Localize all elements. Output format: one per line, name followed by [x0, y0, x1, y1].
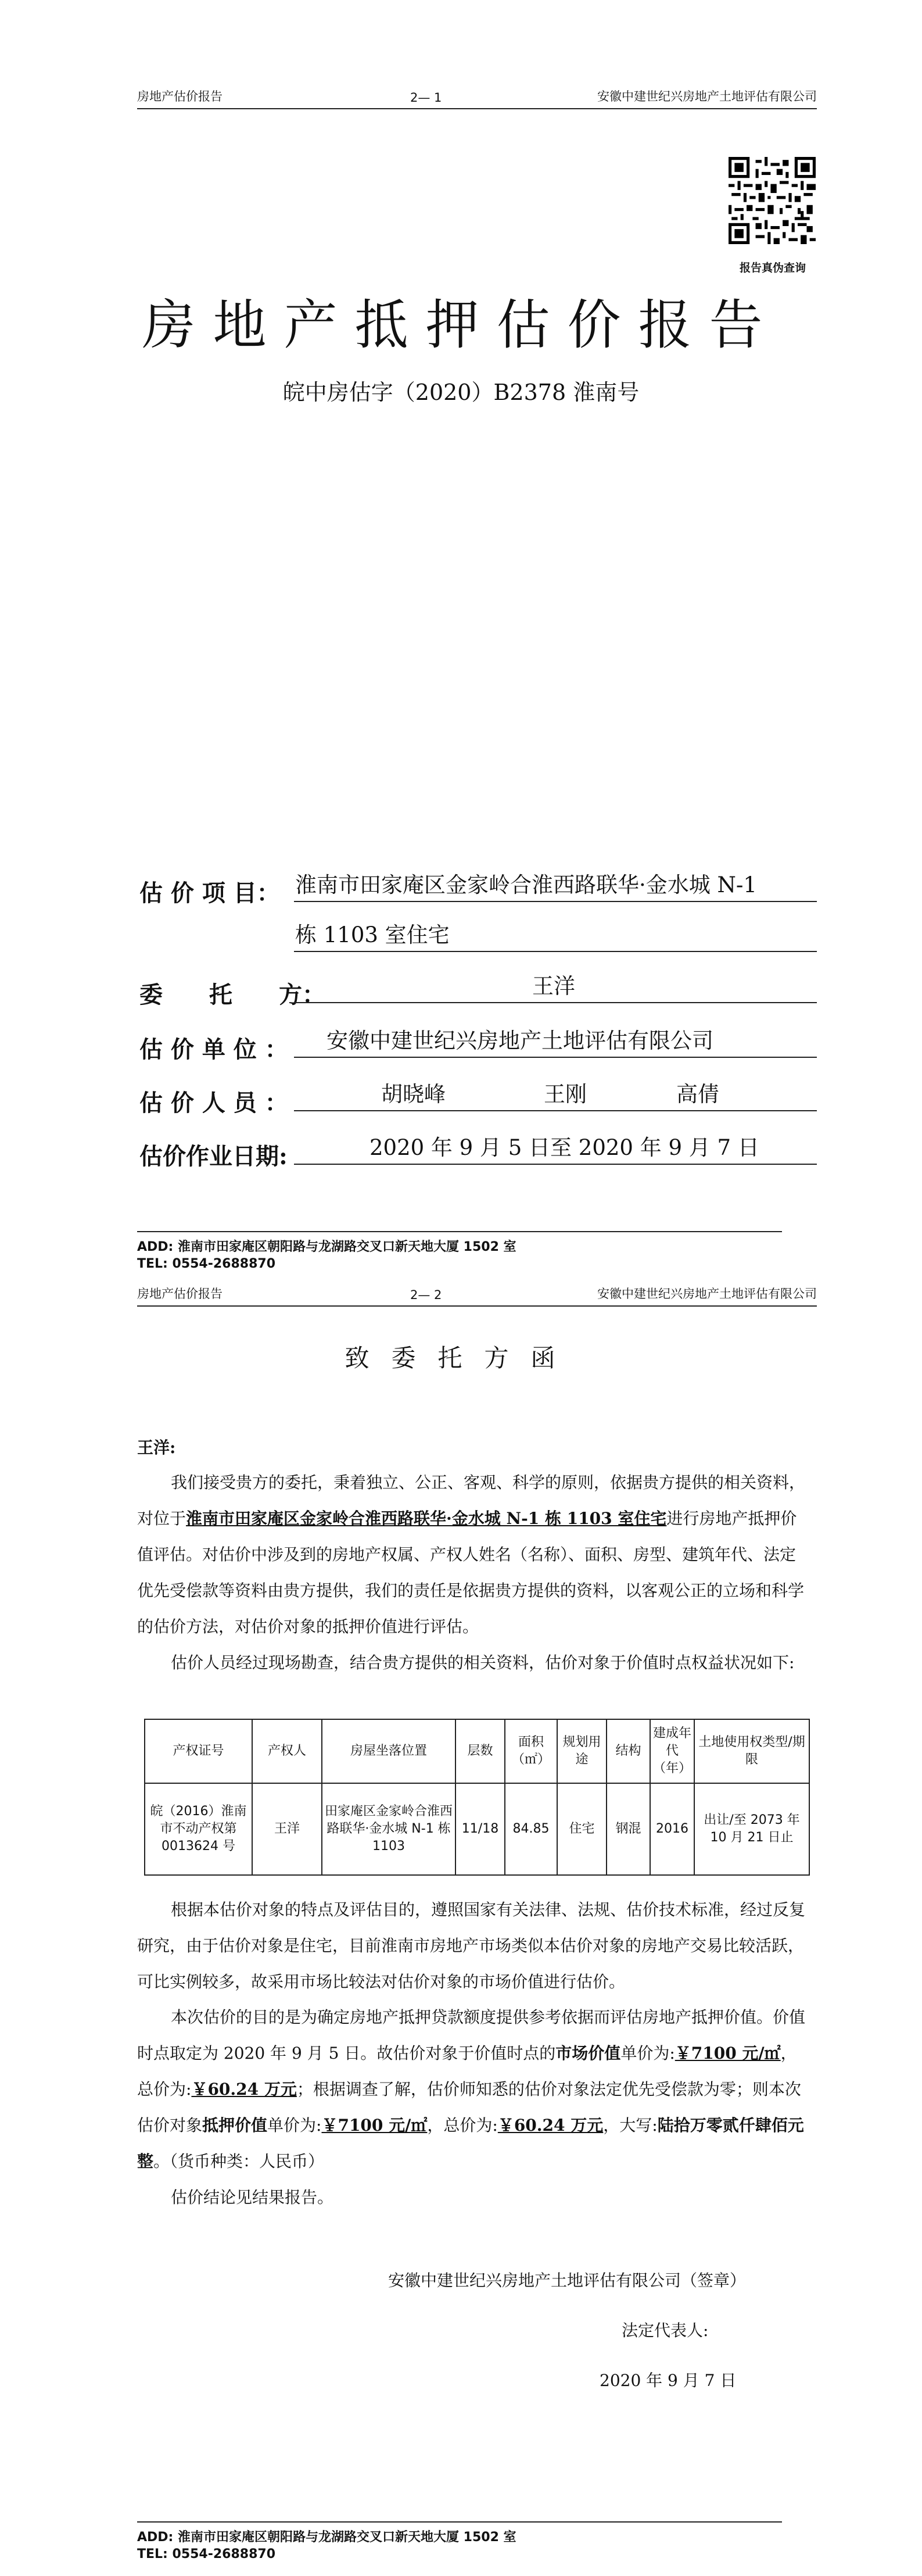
page-header: [137, 1285, 817, 1307]
th-year: 建成年代（年）: [650, 1719, 694, 1783]
th-location: 房屋坐落位置: [322, 1719, 455, 1783]
table-header-row: [145, 1719, 809, 1783]
greeting: 王洋:: [137, 1438, 176, 1457]
header-company: 安徽中建世纪兴房地产土地评估有限公司: [597, 90, 817, 103]
th-structure: 结构: [607, 1719, 650, 1783]
date-label: 估价作业日期:: [139, 1143, 288, 1170]
paragraph-4: [137, 1999, 811, 2180]
p1-property-address: 淮南市田家庵区金家岭合淮西路联华·金水城 N-1 栋 1103 室住宅: [186, 1509, 667, 1528]
report-title: 房地产抵押估价报告: [142, 294, 780, 356]
p4-text-e: 单价为:: [267, 2116, 322, 2135]
p3-text: 根据本估价对象的特点及评估目的，遵照国家有关法律、法规、估价技术标准，经过反复研究，由于估价对象是住宅，目前淮南市房地产市场类似本估价对象的房地产交易比较活跃，可比实例较多，故采用市场比较法对估价对象的市场价值进行估价。: [137, 1900, 806, 1991]
th-land-right: 土地使用权类型/期限: [694, 1719, 809, 1783]
header-page-number: 2— 2: [410, 1288, 442, 1302]
footer-tel: TEL: 0554-2688870: [137, 1257, 276, 1271]
mortgage-unit-price: ￥7100 元/㎡: [321, 2116, 428, 2135]
qr-caption: 报告真伪查询: [739, 262, 806, 274]
cell-usage: 住宅: [557, 1783, 607, 1875]
th-area: 面积（㎡）: [505, 1719, 557, 1783]
unit-line: [294, 1026, 817, 1058]
paragraph-5: [137, 2180, 811, 2216]
cell-structure: 钢混: [607, 1783, 650, 1875]
header-page-number: 2— 1: [410, 91, 442, 105]
th-owner: 产权人: [252, 1719, 322, 1783]
paragraph-2: [137, 1645, 811, 1681]
cell-owner: 王洋: [252, 1783, 322, 1875]
project-value-cont: 栋 1103 室住宅: [295, 922, 450, 947]
th-usage: 规划用途: [557, 1719, 607, 1783]
cell-area: 84.85: [505, 1783, 557, 1875]
project-value-line-1: [294, 871, 817, 902]
footer-divider: [137, 1231, 782, 1232]
client-label: 委 托 方：: [139, 981, 325, 1008]
unit-label: 估 价 单 位 ：: [139, 1036, 288, 1063]
p4-text-a: 本次估价的目的是为确定房地产抵押贷款额度提供参考依据而评估房地产抵押价值。价值时点取定为 2020 年 9 月 5 日。故估价对象于价值时点的: [137, 2008, 806, 2063]
p2-text: 估价人员经过现场勘查，结合贵方提供的相关资料，估价对象于价值时点权益状况如下:: [171, 1653, 795, 1672]
staff-3: 高倩: [676, 1082, 719, 1107]
client-value: 王洋: [532, 974, 575, 999]
header-left: 房地产估价报告: [137, 90, 223, 103]
paragraph-3: [137, 1892, 811, 2000]
client-line: [294, 972, 817, 1003]
unit-value: 安徽中建世纪兴房地产土地评估有限公司: [327, 1028, 713, 1053]
amount-in-words: 陆拾万零贰仟肆佰元整: [137, 2116, 804, 2171]
p1-text-c: 进行房地产抵押价值评估。对估价中涉及到的房地产权属、产权人姓名（名称）、面积、房型、建筑年代、法定优先受偿款等资料由贵方提供，我们的责任是依据贵方提供的资料，以客观公正的立场和科学的估价方法，对估价对象的抵押价值进行评估。: [137, 1509, 805, 1636]
cell-land-right: 出让/至 2073 年 10 月 21 日止: [694, 1783, 809, 1875]
th-cert-no: 产权证号: [145, 1719, 252, 1783]
cell-floors: 11/18: [455, 1783, 505, 1875]
page-header: [137, 87, 817, 109]
footer-divider: [137, 2521, 782, 2523]
signature-company: 安徽中建世纪兴房地产土地评估有限公司（签章）: [388, 2271, 747, 2290]
staff-label: 估 价 人 员 ：: [139, 1089, 288, 1117]
project-value: 淮南市田家庵区金家岭合淮西路联华·金水城 N-1: [295, 872, 757, 897]
paragraph-1: [137, 1465, 811, 1645]
staff-line: [294, 1080, 817, 1111]
staff-2: 王刚: [544, 1082, 587, 1107]
market-value-label: 市场价值: [555, 2044, 621, 2063]
table-row: [145, 1783, 809, 1875]
date-value: 2020 年 9 月 5 日至 2020 年 9 月 7 日: [369, 1135, 759, 1160]
footer-address: ADD: 淮南市田家庵区朝阳路与龙湖路交叉口新天地大厦 1502 室: [137, 2530, 516, 2545]
market-total-price: ￥60.24 万元: [191, 2080, 297, 2099]
p4-text-b: 单价为:: [620, 2044, 675, 2063]
property-table: [144, 1719, 810, 1876]
footer-address: ADD: 淮南市田家庵区朝阳路与龙湖路交叉口新天地大厦 1502 室: [137, 1240, 516, 1254]
p4-text-f: ，总价为:: [427, 2116, 498, 2135]
footer-tel: TEL: 0554-2688870: [137, 2547, 276, 2561]
mortgage-total-price: ￥60.24 万元: [497, 2116, 604, 2135]
cell-year: 2016: [650, 1783, 694, 1875]
project-value-line-2: [294, 921, 817, 952]
letter-title: 致委托方函: [345, 1344, 577, 1372]
qr-code-icon[interactable]: [729, 157, 816, 244]
p4-text-h: 。（货币种类：人民币）: [153, 2152, 325, 2171]
th-floors: 层数: [455, 1719, 505, 1783]
p4-text-g: ，大写:: [603, 2116, 658, 2135]
p4-text-d: ；根据调查了解，估价师知悉的估价对象法定优先受偿款为零；则本次估价对象: [137, 2080, 801, 2135]
header-company: 安徽中建世纪兴房地产土地评估有限公司: [597, 1287, 817, 1301]
date-line: [294, 1133, 817, 1165]
signature-representative: 法定代表人:: [622, 2321, 709, 2340]
staff-1: 胡晓峰: [381, 1082, 446, 1107]
p5-text: 估价结论见结果报告。: [171, 2188, 334, 2207]
report-number: 皖中房估字（2020）B2378 淮南号: [282, 380, 640, 405]
mortgage-value-label: 抵押价值: [202, 2116, 268, 2135]
header-left: 房地产估价报告: [137, 1287, 223, 1301]
p4-text-c: ，总价为:: [137, 2044, 797, 2099]
cell-location: 田家庵区金家岭合淮西路联华·金水城 N-1 栋 1103: [322, 1783, 455, 1875]
market-unit-price: ￥7100 元/㎡: [675, 2044, 781, 2063]
cell-cert-no: 皖（2016）淮南市不动产权第 0013624 号: [145, 1783, 252, 1875]
p1-text-a: 我们接受贵方的委托，秉着独立、公正、客观、科学的原则，依据贵方提供的相关资料，对位于: [137, 1473, 806, 1528]
signature-date: 2020 年 9 月 7 日: [600, 2371, 737, 2390]
project-label: 估 价 项 目：: [139, 879, 280, 907]
